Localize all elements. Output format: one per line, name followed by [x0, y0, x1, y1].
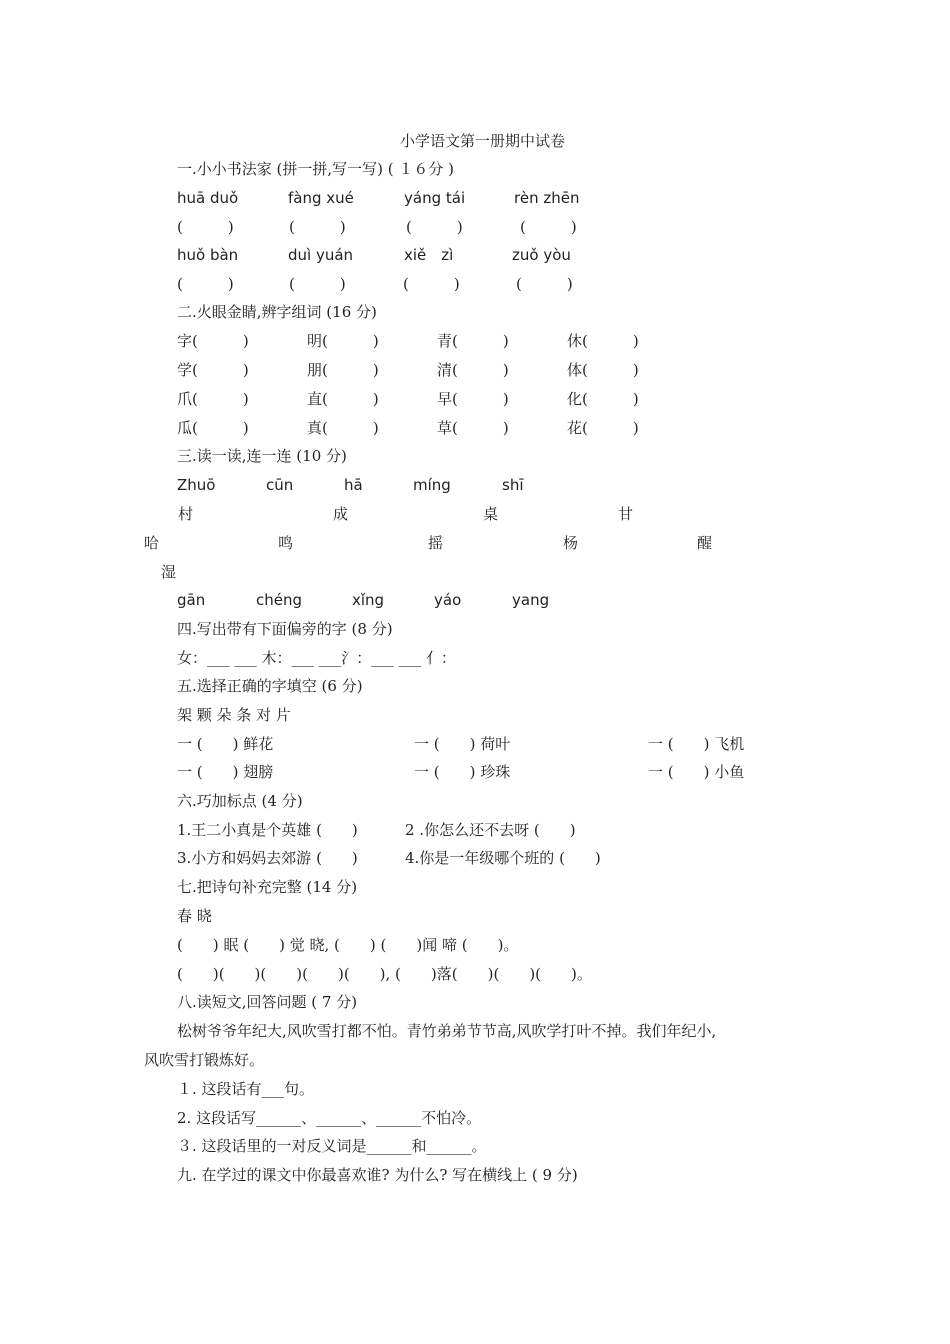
answer-blank: ( )	[289, 218, 346, 236]
char-item: 湿	[161, 563, 177, 581]
question-item: 2. 这段话写______、______、______不怕冷。	[177, 1109, 482, 1127]
section-7-heading: 七.把诗句补充完整 (14 分)	[177, 878, 358, 896]
answer-blank: ( )	[520, 218, 577, 236]
word-item: 明( )	[307, 332, 379, 350]
pinyin-item: gān	[177, 591, 206, 609]
char-item: 哈	[144, 534, 160, 552]
section-8-heading: 八.读短文,回答问题 ( 7 分)	[177, 993, 358, 1011]
section-3-heading: 三.读一读,连一连 (10 分)	[177, 447, 347, 465]
char-item: 杨	[563, 534, 579, 552]
fill-item: 一 ( ) 小鱼	[648, 763, 745, 781]
poem-title: 春 晓	[177, 907, 212, 925]
word-item: 爪( )	[177, 390, 249, 408]
fill-item: 一 ( ) 翅膀	[177, 763, 274, 781]
word-item: 瓜( )	[177, 419, 249, 437]
pinyin-item: shī	[502, 476, 524, 494]
fill-item: 一 ( ) 飞机	[648, 735, 745, 753]
pinyin-item: rèn zhēn	[514, 189, 580, 207]
word-item: 直( )	[307, 390, 379, 408]
pinyin-item: huā duǒ	[177, 189, 239, 207]
word-item: 草( )	[437, 419, 509, 437]
pinyin-item: yáng tái	[404, 189, 466, 207]
pinyin-item: cūn	[266, 476, 294, 494]
section-6-heading: 六.巧加标点 (4 分)	[177, 792, 303, 810]
punctuation-item: 3.小方和妈妈去郊游 ( )	[177, 849, 358, 867]
pinyin-item: míng	[413, 476, 451, 494]
word-item: 学( )	[177, 361, 249, 379]
word-item: 朋( )	[307, 361, 379, 379]
answer-blank: ( )	[516, 275, 573, 293]
word-item: 清( )	[437, 361, 509, 379]
passage-line: 风吹雪打锻炼好。	[144, 1051, 265, 1069]
word-item: 青( )	[437, 332, 509, 350]
fill-item: 一 ( ) 荷叶	[414, 735, 511, 753]
poem-line: ( ) 眠 ( ) 觉 晓, ( ) ( )闻 啼 ( )。	[177, 936, 519, 954]
answer-blank: ( )	[403, 275, 460, 293]
question-item: ３. 这段话里的一对反义词是______和______。	[177, 1137, 487, 1155]
section-2-heading: 二.火眼金睛,辨字组词 (16 分)	[177, 303, 377, 321]
word-item: 字( )	[177, 332, 249, 350]
word-item: 花( )	[567, 419, 639, 437]
passage-line: 松树爷爷年纪大,风吹雪打都不怕。青竹弟弟节节高,风吹学打叶不掉。我们年纪小,	[177, 1022, 717, 1040]
char-item: 鸣	[278, 534, 294, 552]
option-chars: 架 颗 朵 条 对 片	[177, 706, 291, 724]
section-5-heading: 五.选择正确的字填空 (6 分)	[177, 677, 363, 695]
fill-item: 一 ( ) 鲜花	[177, 735, 274, 753]
char-item: 醒	[697, 534, 713, 552]
char-item: 村	[178, 505, 194, 523]
punctuation-item: 4.你是一年级哪个班的 ( )	[405, 849, 601, 867]
question-item: １. 这段话有___句。	[177, 1080, 315, 1098]
pinyin-item: xǐng	[352, 591, 385, 609]
char-item: 甘	[618, 505, 634, 523]
char-item: 桌	[483, 505, 499, 523]
pinyin-item: zuǒ yòu	[512, 246, 571, 264]
radical-line: 女：___ ___ 木：___ ___氵：___ ___ 亻：	[177, 649, 456, 667]
section-4-heading: 四.写出带有下面偏旁的字 (8 分)	[177, 620, 393, 638]
page-title: 小学语文第一册期中试卷	[400, 132, 566, 150]
char-item: 成	[333, 505, 349, 523]
pinyin-item: yang	[512, 591, 550, 609]
punctuation-item: 2 .你怎么还不去呀 ( )	[405, 821, 576, 839]
pinyin-item: huǒ bàn	[177, 246, 239, 264]
pinyin-item: Zhuō	[177, 476, 216, 494]
pinyin-item: duì yuán	[288, 246, 354, 264]
word-item: 休( )	[567, 332, 639, 350]
pinyin-item: chéng	[256, 591, 303, 609]
pinyin-item: yáo	[434, 591, 462, 609]
section-1-heading: 一.小小书法家 (拼一拼,写一写) ( １６分 )	[177, 160, 455, 178]
answer-blank: ( )	[177, 218, 234, 236]
word-item: 化( )	[567, 390, 639, 408]
word-item: 早( )	[437, 390, 509, 408]
answer-blank: ( )	[406, 218, 463, 236]
poem-line: ( )( )( )( )( ), ( )落( )( )( )。	[177, 965, 592, 983]
punctuation-item: 1.王二小真是个英雄 ( )	[177, 821, 358, 839]
char-item: 摇	[428, 534, 444, 552]
pinyin-item: xiě zì	[404, 246, 454, 264]
pinyin-item: hā	[344, 476, 363, 494]
section-9-heading: 九. 在学过的课文中你最喜欢谁? 为什么? 写在横线上 ( 9 分)	[177, 1166, 578, 1184]
answer-blank: ( )	[177, 275, 234, 293]
answer-blank: ( )	[289, 275, 346, 293]
fill-item: 一 ( ) 珍珠	[414, 763, 511, 781]
pinyin-item: fàng xué	[288, 189, 354, 207]
word-item: 真( )	[307, 419, 379, 437]
word-item: 体( )	[567, 361, 639, 379]
